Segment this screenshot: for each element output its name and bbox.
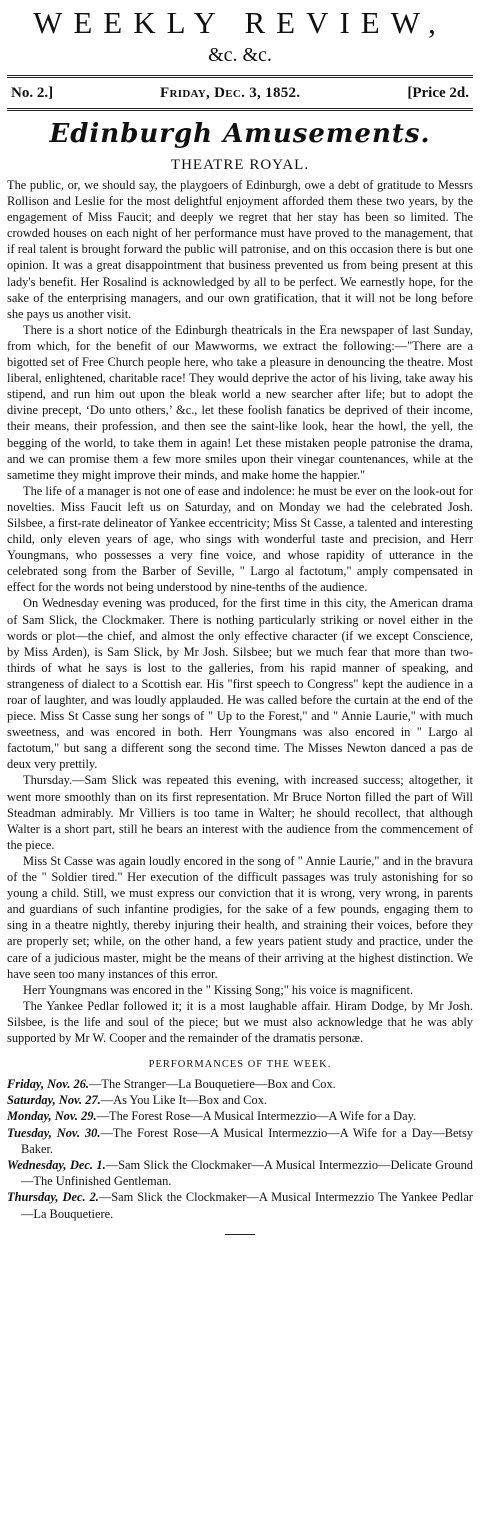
masthead-rule-bottom <box>7 108 473 111</box>
article-paragraph: The public, or, we should say, the playgoers of Edinburgh, owe a debt of gratitude to Messrs Rollison and Leslie for the most delightful enjoyment afforded them these two years, by the engagement of Miss Faucit; and deeply we regret that her stay has been so limited. The crowded houses on each night of her performance must have proved to the management, that if real talent is brought forward the public will patronise, and on this occasion there is but one opinion. It was a great disappointment that business prevented us from being present at this lady's benefit. Her Rosalind is acknowledged by all to be perfect. We earnestly hope, for the sake of the enterprising managers, and our own gratification, that it will not be long before she pays us another visit. <box>7 178 473 321</box>
performances-list <box>7 1076 473 1222</box>
masthead-subtitle: &c. &c. <box>208 44 272 66</box>
article-paragraph: The life of a manager is not one of ease and indolence: he must be ever on the look-out for novelties. Miss Faucit left us on Saturday, and on Monday we had the celebrated Josh. Silsbee, a first-rate delineator of Yankee eccentricity; Miss St Casse, a talented and interesting child, only eleven years of age, who sings with wonderful taste and precision, and Herr Youngmans, who possesses a very fine voice, and whose rapidity of utterance in the celebrated song from the Barber of Seville, " Largo al factotum," amply compensated in effect for the words not being understood by nine-tenths of the audience. <box>7 483 473 595</box>
performance-day: Thursday, Dec. 2. <box>7 1190 99 1205</box>
issue-price: [Price 2d. <box>407 85 469 101</box>
article-paragraph: The Yankee Pedlar followed it; it is a most laughable affair. Hiram Dodge, by Mr Josh. Silsbee, is the life and soul of the piece; but we must also acknowledge that he was ably supported by Mr W. Cooper and the remainder of the dramatis personæ. <box>7 998 473 1045</box>
performance-entry <box>7 1092 473 1108</box>
performance-entry <box>7 1189 473 1221</box>
performances-title: PERFORMANCES OF THE WEEK. <box>148 1059 332 1071</box>
article-body <box>7 177 473 1046</box>
newspaper-page <box>0 6 480 1538</box>
article-paragraph: Herr Youngmans was encored in the " Kissing Song;" his voice is magnificent. <box>23 982 414 997</box>
performance-day: Wednesday, Dec. 1. <box>7 1158 106 1173</box>
performance-day: Tuesday, Nov. 30. <box>7 1125 101 1140</box>
section-title: Edinburgh Amusements. <box>49 119 431 149</box>
performance-bill: —Sam Slick the Clockmaker—A Musical Intermezzio—Delicate Ground—The Unfinished Gentleman. <box>21 1158 473 1189</box>
performance-day: Monday, Nov. 29. <box>7 1109 97 1124</box>
performance-entry <box>7 1125 473 1157</box>
performance-bill: —As You Like It—Box and Cox. <box>100 1093 267 1108</box>
article-paragraph: There is a short notice of the Edinburgh theatricals in the Era newspaper of last Sunday, from which, for the benefit of our Mawworms, we extract the following:—"There are a bigotted set of Free Church people here, who take a pleasure in denouncing the theatre. Most liberal, enlightened, charitable race! They would deprive the actor of his living, take away his stipend, and run him out upon the bleak world a new searcher after life; but to adopt the divine precept, ‘Do unto others,’ &c., let these foolish fanatics be deprived of their income, their means, their profession, and then see the saint-like look, hear the howl, the yell, the begging of the world, to take them in again! Let these mistaken people patronise the drama, and we can promise them a few more smiles upon their vinegar countenances, while at the sametime they might improve their minds, and make home the happier." <box>7 322 473 482</box>
performance-bill: —The Forest Rose—A Musical Intermezzio—A Wife for a Day. <box>96 1109 417 1124</box>
performance-entry <box>7 1157 473 1189</box>
performance-entry <box>7 1108 473 1124</box>
issue-line <box>7 78 473 108</box>
performance-bill: —The Forest Rose—A Musical Intermezzio—A Wife for a Day—Betsy Baker. <box>21 1125 473 1156</box>
section-subheading: THEATRE ROYAL. <box>170 157 310 173</box>
issue-date: Friday, Dec. 3, 1852. <box>160 85 301 101</box>
performance-day: Saturday, Nov. 27. <box>7 1093 101 1108</box>
performance-entry <box>7 1076 473 1092</box>
article-paragraph: Thursday.—Sam Slick was repeated this evening, with increased success; altogether, it went more smoothly than on its first representation. Mr Bruce Norton filled the part of Will Steadman admirably. Mr Villiers is too tame in Walter; he should recollect, that although Walter is a short part, still he bears an interest with the audience from the commencement of the piece. <box>7 773 473 852</box>
performance-day: Friday, Nov. 26. <box>7 1077 90 1092</box>
issue-number: No. 2.] <box>11 85 54 101</box>
article-paragraph: Miss St Casse was again loudly encored in the song of " Annie Laurie," and in the bravura of the " Soldier tired." Her execution of the difficult passages was truly astonishing for so young a child. Still, we must express our conviction that it is wrong, very wrong, in parents and guardians of such infantine prodigies, for the sake of a few pounds, engaging them to sing in a theatre nightly, thereby injuring their health, and straining their voices, before they are properly set; while, on the other hand, a few years patient study and practice, under the care of a judicious master, might be the means of their arriving at the highest distinction. We have seen too many instances of this error. <box>7 853 473 981</box>
closing-rule <box>225 1234 255 1235</box>
masthead-title: WEEKLY REVIEW, <box>33 5 447 40</box>
performance-bill: —The Stranger—La Bouquetiere—Box and Cox. <box>89 1077 336 1092</box>
article-paragraph: On Wednesday evening was produced, for the first time in this city, the American drama of Sam Slick, the Clockmaker. There is nothing particularly striking or novel either in the words or plot—the chief, and almost the only effective character (if we except Conscience, by Miss Arden), is Sam Slick, by Mr Josh. Silsbee; but we much fear that more than two-thirds of what he says is lost to the galleries, from his rapid manner of speaking, and strangeness of dialect to a Scottish ear. His "first speech to Congress" kept the audience in a roar of laughter, and was loudly applauded. He was called before the curtain at the end of the piece. Miss St Casse sung her songs of " Up to the Forest," and " Annie Laurie," with much sweetness, and was encored in both. Herr Youngmans was also encored in " Largo al factotum," but sang a different song the second time. The Misses Newton danced a pas de deux very prettily. <box>7 596 473 772</box>
performance-bill: —Sam Slick the Clockmaker—A Musical Intermezzio The Yankee Pedlar—La Bouquetiere. <box>21 1190 473 1221</box>
